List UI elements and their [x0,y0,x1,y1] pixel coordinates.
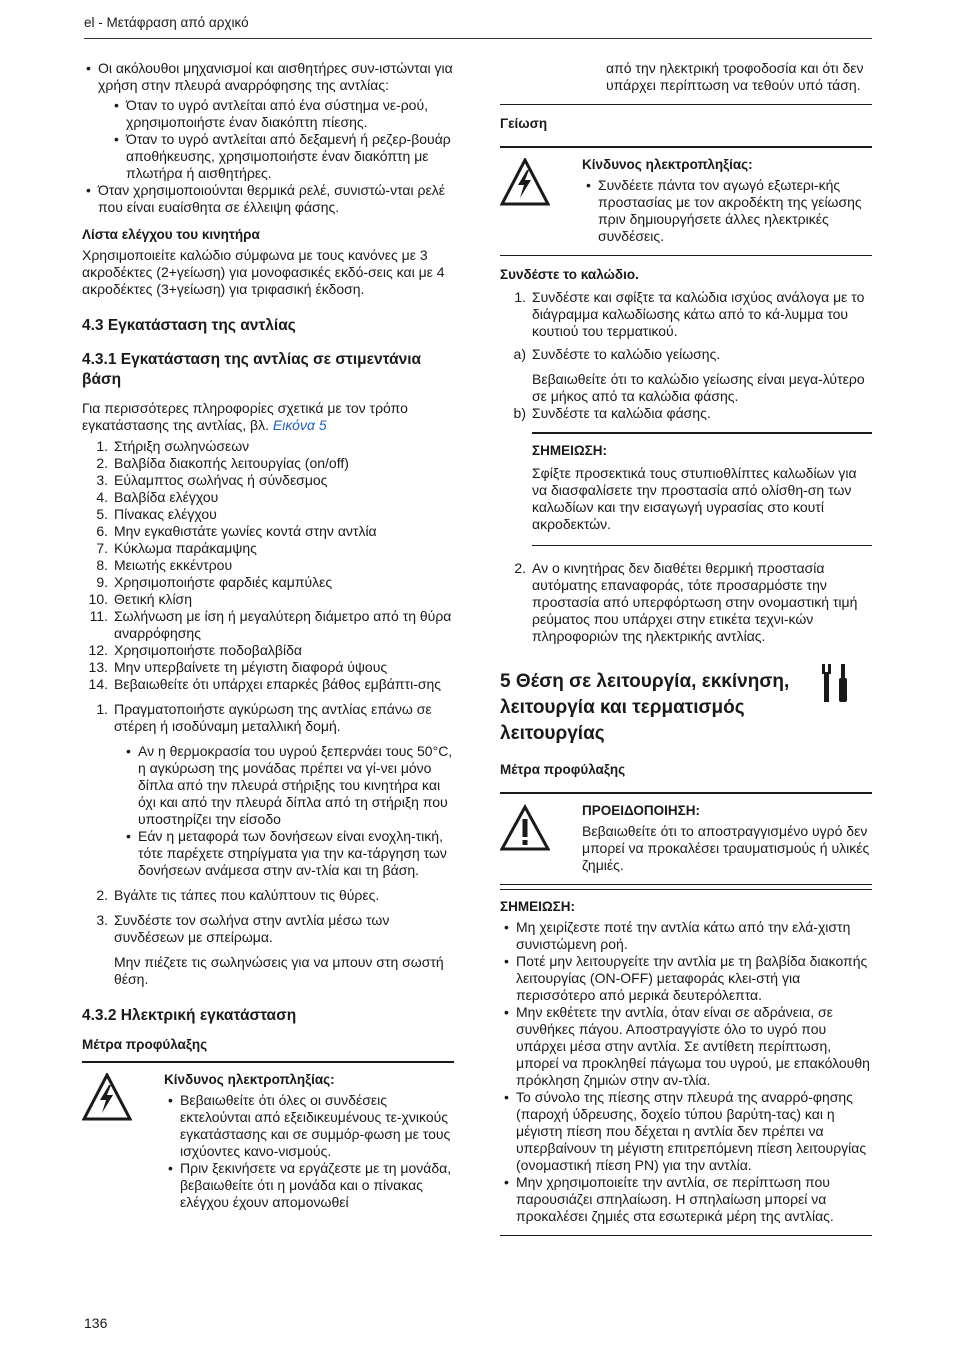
earthing-box-title: Κίνδυνος ηλεκτροπληξίας: [582,157,753,172]
list-item: 9. Χρησιμοποιήστε φαρδιές καμπύλες [96,574,333,590]
checklist-text: Χρησιμοποιείτε καλώδιο σύμφωνα με τους κανόνες με 3 ακροδέκτες (2+γείωση) για μονοφασικές εκδό-σεις και με 4 ακροδέκτες (3+γείωση) για τριφασική έκδοση. [82,247,445,297]
list-item: • Όταν χρησιμοποιούνται θερμικά ρελέ, συνιστώ-νται ρελέ που είναι ευαίσθητα σε έλλειψη φάσης. [82,182,454,216]
list-item: • Εάν η μεταφορά των δονήσεων είναι ενοχλη-τική, τότε παρέχετε στηρίγματα για την κα-τάργηση των δονήσεων ανάμεσα στην αν-τλία και τη βάση. [122,828,454,879]
list-item: • Συνδέετε πάντα τον αγωγό εξωτερι-κής προστασίας με τον ακροδέκτη της γείωσης πριν δημιουργήσετε άλλες ηλεκτρικές συνδέσεις. [582,177,872,245]
list-item: • Μην χρησιμοποιείτε την αντλία, σε περίπτωση που παρουσιάζει σπηλαίωση. Η σπηλαίωση μπορεί να προκαλέσει ζημιές στα εσωτερικά μέρη της αντλίας. [500,1174,872,1225]
list-item: • Μη χειρίζεστε ποτέ την αντλία κάτω από την ελά-χιστη συνιστώμενη ροή. [500,919,872,953]
earthing-box [500,146,872,256]
list-item: • Όταν το υγρό αντλείται από ένα σύστημα νε-ρού, χρησιμοποιήστε έναν διακόπτη πίεσης. [110,97,454,131]
install-steps [82,701,454,988]
list-item: • Όταν το υγρό αντλείται από δεξαμενή ή ρεζερ-βουάρ αποθήκευσης, χρησιμοποιήστε έναν διακόπτη με πλωτήρα ή αισθητήρες. [110,131,454,182]
section-4-3-heading: 4.3 Εγκατάσταση της αντλίας [82,317,296,334]
section-4-3-2-heading: 4.3.2 Ηλεκτρική εγκατάσταση [82,1007,297,1024]
electric-hazard-icon [500,158,550,206]
step1-sub-list [122,743,454,879]
step-item: 3. Συνδέστε τον σωλήνα στην αντλία μέσω των συνδέσεων με σπείρωμα. Μην πιέζετε τις σωληνώσεις για να μπουν στη σωστή θέση. [82,912,454,988]
connect-cable-title: Συνδέστε το καλώδιο. [500,267,639,282]
sensor-sub-list [110,97,454,182]
checklist-title: Λίστα ελέγχου του κινητήρα [82,227,260,242]
step-item: 2. Αν ο κινητήρας δεν διαθέτει θερμική προστασία αυτόματης επαναφοράς, τότε προσαρμόστε την προστασία από υπερφόρτωση στην ονομαστική τιμή ρεύματος που υπάρχει στην ετικέτα τεχνι-κών πληροφοριών της ηλεκτρικής αντλίας. [514,560,858,644]
precautions-title: Μέτρα προφύλαξης [500,762,626,777]
list-item: • Αν η θερμοκρασία του υγρού ξεπερνάει τους 50°C, η αγκύρωση της μονάδας πρέπει να γί-νει μόνο δίπλα από την πλευρά στήριξης του κινητήρα και όχι και από την πλευρά δίπλα από τη στήριξη που υποστηρίζει την είσοδο [122,743,454,828]
page-header: el - Μετάφραση από αρχικό [84,15,249,30]
section-4-3-1-heading: 4.3.1 Εγκατάσταση της αντλίας σε στιμεντάνια βάση [82,351,422,388]
intro-text: Για περισσότερες πληροφορίες σχετικά με τον τρόπο εγκατάστασης της αντλίας, βλ. Εικόνα 5 [82,400,408,433]
section-5-heading: 5 Θέση σε λειτουργία, εκκίνηση, λειτουργία και τερματισμός λειτουργίας [500,671,790,744]
note-text: Σφίξτε προσεκτικά τους στυπιοθλίπτες καλωδίων για να διασφαλίσετε την προστασία από ολίσθη-ση των καλωδίων και την εισαγωγή υγρασίας στο κουτί ακροδεκτών. [532,465,857,532]
warning-box [500,792,872,885]
list-item: • Οι ακόλουθοι μηχανισμοί και αισθητήρες συν-ιστώνται για χρήση στην πλευρά αναρρόφησης της αντλίας: • Όταν το υγρό αντλείται από ένα σύστημα νε-ρού, χρησιμοποιήστε έναν διακόπτη πίεσης. • Όταν το υγρό αντλείται από δεξαμενή ή ρεζερ-βουάρ αποθήκευσης, χρησιμοποιήστε έναν διακόπτη με πλωτήρα ή αισθητήρες. [82,60,454,182]
sensor-list [82,60,454,216]
list-item: 2. Βαλβίδα διακοπής λειτουργίας (on/off) [96,455,349,471]
list-item: 12. Χρησιμοποιήστε ποδοβαλβίδα [88,642,302,658]
note-title: ΣΗΜΕΙΩΣΗ: [500,899,576,914]
list-item: 11. Σωλήνωση με ίση ή μεγαλύτερη διάμετρο από τη θύρα αναρρόφησης [89,608,452,641]
electric-box-list [164,1092,454,1211]
electric-box-title: Κίνδυνος ηλεκτροπληξίας: [164,1072,335,1087]
earthing-title: Γείωση [500,116,548,131]
step-item: 1. Πραγματοποιήστε αγκύρωση της αντλίας επάνω σε στέρεη ή ισοδύναμη μεταλλική δομή. • Αν η θερμοκρασία του υγρού ξεπερνάει τους 50°C, η αγκύρωση της μονάδας πρέπει να γί-νει μόνο δίπλα από την πλευρά στήριξης του κινητήρα και όχι και από την πλευρά δίπλα από τη στήριξη που υποστηρίζει την είσοδο • Εάν η μεταφορά των δονήσεων είναι ενοχλη-τική, τότε παρέχετε στηρίγματα για την κα-τάργηση των δονήσεων ανάμεσα στην αν-τλία και τη βάση. [82,701,454,879]
note-title: ΣΗΜΕΙΩΣΗ: [532,443,608,458]
list-item: 3. Εύλαμπτος σωλήνας ή σύνδεσμος [96,472,328,488]
list-item: 1. Στήριξη σωληνώσεων [96,438,250,454]
list-item: • Ποτέ μην λειτουργείτε την αντλία με τη βαλβίδα διακοπής λειτουργίας (ON-OFF) μεταφοράς κλει-στή για περισσότερο από μερικά δευτερόλεπτα. [500,953,872,1004]
list-item: 8. Μειωτής εκκέντρου [96,557,233,573]
left-column [82,60,454,1221]
tools-icon [820,662,852,704]
step3-text: Μην πιέζετε τις σωληνώσεις για να μπουν στη σωστή θέση. [114,954,444,987]
step-item: a) Συνδέστε το καλώδιο γείωσης. Βεβαιωθείτε ότι το καλώδιο γείωσης είναι μεγα-λύτερο σε μήκος από τα καλώδια φάσης. [500,346,872,405]
figure-5-link[interactable]: Εικόνα 5 [272,417,327,433]
note-list [500,919,872,1225]
earth-wire-text: Βεβαιωθείτε ότι το καλώδιο γείωσης είναι μεγα-λύτερο σε μήκος από τα καλώδια φάσης. [532,371,865,404]
electric-hazard-icon [82,1073,132,1121]
step-item: b) Συνδέστε τα καλώδια φάσης. [513,405,711,421]
right-column [500,60,872,1236]
note-box [532,432,872,546]
warning-triangle-icon [500,804,550,852]
warning-title: ΠΡΟΕΙΔΟΠΟΙΗΣΗ: [582,803,700,818]
figure-legend-list [82,438,454,693]
page-number: 136 [84,1315,108,1331]
connect-steps-2 [500,560,872,645]
list-item: • Μην εκθέτετε την αντλία, όταν είναι σε αδράνεια, σε συνθήκες πάγου. Αποστραγγίστε όλο το υγρό που υπάρχει μέσα στην αντλία. Σε αντίθετη περίπτωση, μπορεί να προκληθεί πάγωμα του υγρού, με επακόλουθη πρόκληση ζημιών στην αν-τλία. [500,1004,872,1089]
list-item: 14. Βεβαιωθείτε ότι υπάρχει επαρκές βάθος εμβάπτι-σης [88,676,442,692]
earthing-box-list [582,177,872,245]
header-divider [84,38,872,39]
step-item: 1. Συνδέστε και σφίξτε τα καλώδια ισχύος ανάλογα με το διάγραμμα καλωδίωσης κάτω από το κά-λυμμα του κουτιού του τερματικού. [514,289,865,339]
list-item: 13. Μην υπερβαίνετε τη μέγιστη διαφορά ύψους [88,659,388,675]
list-item: 6. Μην εγκαθιστάτε γωνίες κοντά στην αντλία [96,523,377,539]
warning-text: Βεβαιωθείτε ότι το αποστραγγισμένο υγρό δεν μπορεί να προκαλέσει τραυματισμούς ή υλικές ζημιές. [582,823,870,873]
connect-steps [500,289,872,422]
note-box-2 [500,889,872,1236]
list-item: • Πριν ξεκινήσετε να εργάζεστε με τη μονάδα, βεβαιωθείτε ότι η μονάδα και ο πίνακας ελέγχου έχουν απομονωθεί [164,1160,454,1211]
list-item: 4. Βαλβίδα ελέγχου [96,489,219,505]
electric-box-continued: από την ηλεκτρική τροφοδοσία και ότι δεν υπάρχει περίπτωση να τεθούν υπό τάση. [500,60,872,105]
list-item: 10. Θετική κλίση [88,591,192,607]
list-item: 7. Κύκλωμα παράκαμψης [96,540,257,556]
list-item: • Το σύνολο της πίεσης στην πλευρά της αναρρό-φησης (παροχή ύδρευσης, δοχείο τύπου βαρύτη-τας) και η μέγιστη πίεση που δέχεται η αντλία δεν πρέπει να υπερβαίνουν τη μέγιστη επιτρεπόμενη πίεση λειτουργίας (ονομαστική πίεση PN) για την αντλία. [500,1089,872,1174]
step-item: 2. Βγάλτε τις τάπες που καλύπτουν τις θύρες. [96,887,380,903]
list-item: 5. Πίνακας ελέγχου [96,506,217,522]
list-item: • Βεβαιωθείτε ότι όλες οι συνδέσεις εκτελούνται από εξειδικευμένους τε-χνικούς εγκατάστασης και σε συμμόρ-φωση με τους ισχύοντες κανο-νισμούς. [164,1092,454,1160]
precautions-title: Μέτρα προφύλαξης [82,1037,208,1052]
electric-shock-box [82,1061,454,1221]
